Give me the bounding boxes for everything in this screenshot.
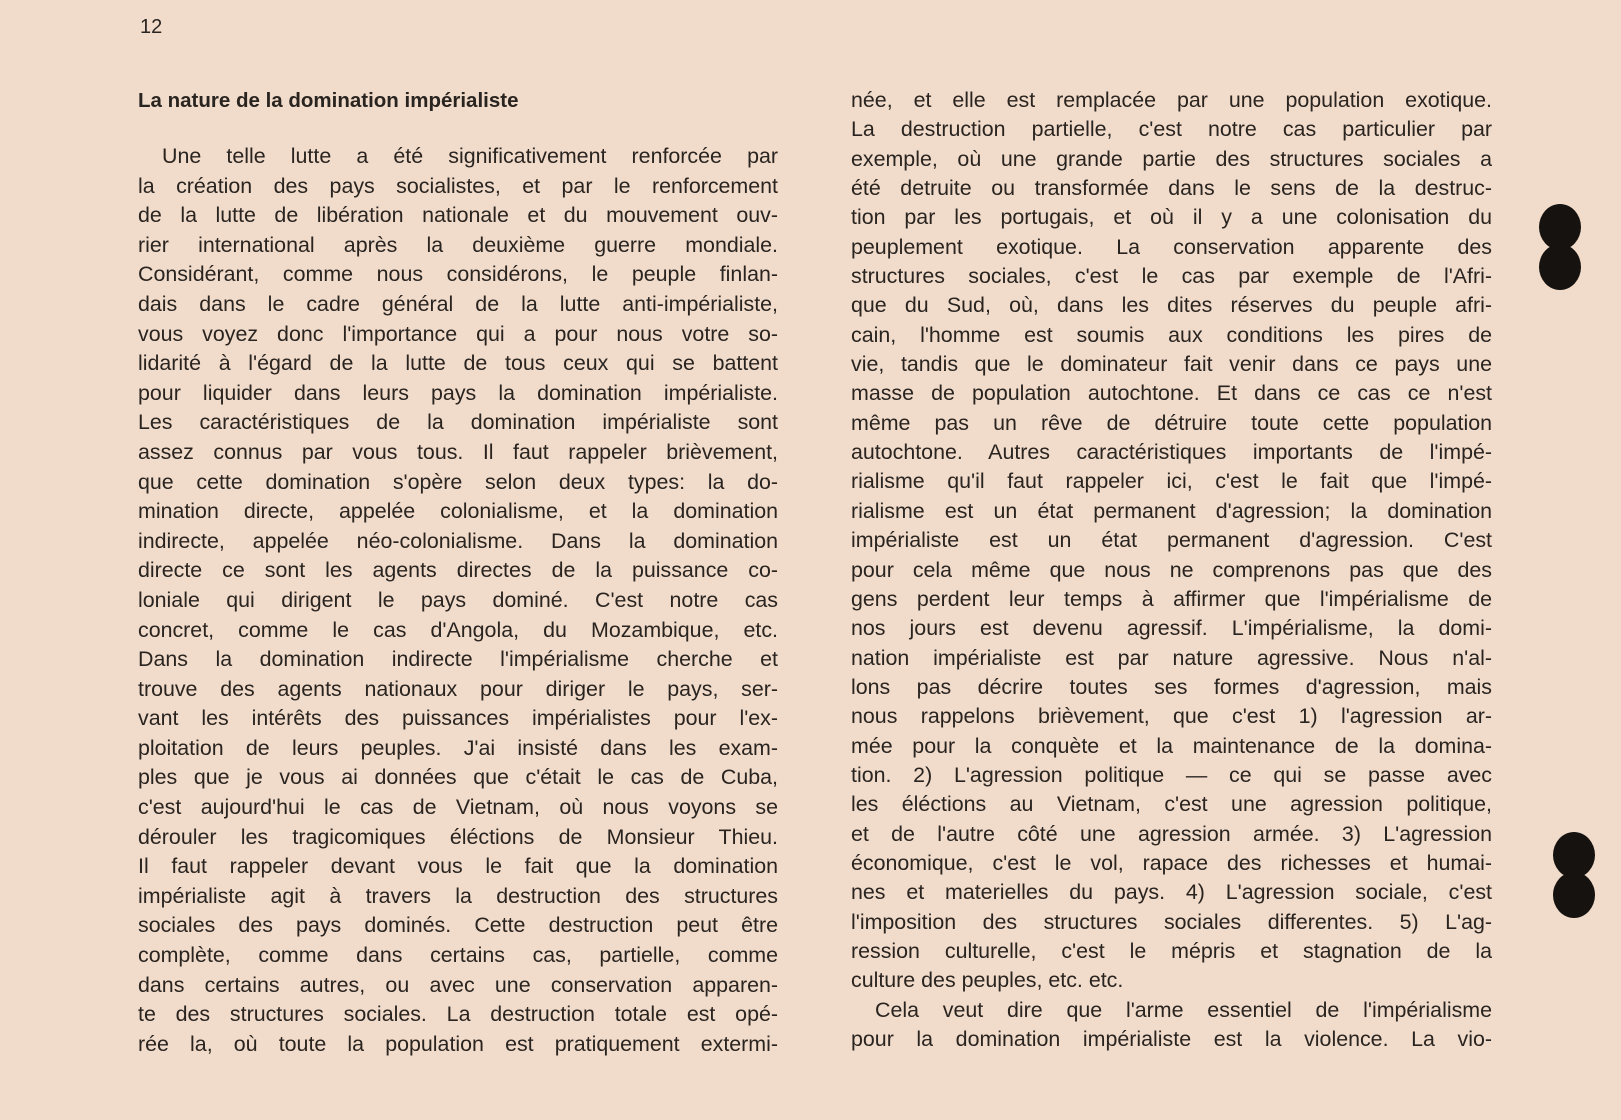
text-line: Cela veut dire que l'arme essentiel de l'impérialisme [875, 997, 1492, 1022]
text-line: gens perdent leur temps à affirmer que l'impérialisme de [851, 586, 1492, 611]
text-line: de la lutte de libération nationale et du mouvement ouv- [138, 203, 778, 228]
text-line: pour liquider dans leurs pays la domination impérialiste. [138, 380, 778, 405]
left-column [138, 86, 778, 1059]
text-line: nes et materielles du pays. 4) L'agression sociale, c'est [851, 880, 1492, 905]
text-line: rée la, où toute la population est pratiquement extermi- [138, 1031, 778, 1056]
text-line: rier international après la deuxième guerre mondiale. [138, 232, 778, 257]
text-line: été detruite ou transformée dans le sens de la destruc- [851, 176, 1492, 201]
text-line: pour cela même que nous ne comprenons pas que des [851, 557, 1492, 582]
text-line: impérialiste agit à travers la destruction des structures [138, 883, 778, 908]
text-line: économique, c'est le vol, rapace des richesses et humai- [851, 850, 1492, 875]
text-line: dans certains autres, ou avec une conservation apparen- [138, 972, 778, 997]
text-line: mination directe, appelée colonialisme, et la domination [138, 499, 778, 524]
text-line: exemple, où une grande partie des structures sociales a [851, 146, 1492, 171]
text-line: loniale qui dirigent le pays dominé. C'est notre cas [138, 587, 778, 612]
text-line: complète, comme dans certains cas, partielle, comme [138, 943, 778, 968]
text-line: Considérant, comme nous considérons, le peuple finlan- [138, 262, 778, 287]
text-line: Une telle lutte a été significativement renforcée par [162, 144, 778, 168]
text-line: culture des peuples, etc. etc. [851, 968, 1124, 993]
text-line: impérialiste est un état permanent d'agression. C'est [851, 528, 1492, 553]
text-line: indirecte, appelée néo-colonialisme. Dans la domination [138, 528, 778, 553]
text-line: même pas un rêve de détruire toute cette population [851, 410, 1492, 435]
text-line: ploitation de leurs peuples. J'ai insisté dans les exam- [138, 735, 778, 760]
text-line: te des structures sociales. La destruction totale est opé- [138, 1002, 778, 1027]
text-line: vant les intérêts des puissances impérialistes pour l'ex- [138, 706, 778, 731]
text-line: ples que je vous ai données que c'était le cas de Cuba, [138, 765, 778, 790]
text-line: c'est aujourd'hui le cas de Vietnam, où nous voyons se [138, 795, 778, 820]
text-line: née, et elle est remplacée par une population exotique. [851, 88, 1492, 112]
text-line: dais dans le cadre général de la lutte anti-impérialiste, [138, 291, 778, 316]
text-line: La destruction partielle, c'est notre cas particulier par [851, 117, 1492, 142]
text-line: Les caractéristiques de la domination impérialiste sont [138, 410, 778, 435]
text-line: l'imposition des structures sociales differentes. 5) L'ag- [851, 909, 1492, 934]
text-line: nous rappelons brièvement, que c'est 1) l'agression ar- [851, 704, 1492, 729]
text-line: autochtone. Autres caractéristiques importants de l'impé- [851, 440, 1492, 465]
right-paragraph [851, 86, 1492, 1054]
left-paragraph [138, 142, 778, 1059]
text-line: directe ce sont les agents directes de la puissance co- [138, 558, 778, 583]
text-line: vie, tandis que le dominateur fait venir dans ce pays une [851, 352, 1492, 377]
section-heading: La nature de la domination impérialiste [138, 89, 519, 112]
text-line: la création des pays socialistes, et par le renforcement [138, 173, 778, 198]
right-column [851, 86, 1492, 1054]
text-line: rialisme est un état permanent d'agression; la domination [851, 498, 1492, 523]
text-line: lons pas décrire toutes ses formes d'agression, mais [851, 674, 1492, 699]
text-line: concret, comme le cas d'Angola, du Mozambique, etc. [138, 617, 778, 642]
text-line: nation impérialiste est par nature agressive. Nous n'al- [851, 645, 1492, 670]
text-line: vous voyez donc l'importance qui a pour nous votre so- [138, 321, 778, 346]
text-line: tion. 2) L'agression politique — ce qui se passe avec [851, 762, 1492, 787]
text-line: peuplement exotique. La conservation apparente des [851, 234, 1492, 259]
text-line: Il faut rappeler devant vous le fait que la domination [138, 854, 778, 879]
binding-hole-bottom-lower [1553, 872, 1595, 918]
text-line: trouve des agents nationaux pour diriger le pays, ser- [138, 676, 778, 701]
text-line: masse de population autochtone. Et dans ce cas ce n'est [851, 381, 1492, 406]
text-line: pour la domination impérialiste est la violence. La vio- [851, 1027, 1492, 1051]
text-line: que cette domination s'opère selon deux types: la do- [138, 469, 778, 494]
text-line: dérouler les tragicomiques éléctions de Monsieur Thieu. [138, 824, 778, 849]
page-number: 12 [140, 16, 163, 38]
text-line: et de l'autre côté une agression armée. 3) L'agression [851, 821, 1492, 846]
text-line: rialisme qu'il faut rappeler ici, c'est le fait que l'impé- [851, 469, 1492, 494]
text-line: que du Sud, où, dans les dites réserves du peuple afri- [851, 293, 1492, 318]
text-line: structures sociales, c'est le cas par exemple de l'Afri- [851, 264, 1492, 289]
text-line: mée pour la conquète et la maintenance de la domina- [851, 733, 1492, 758]
text-line: sociales des pays dominés. Cette destruction peut être [138, 913, 778, 938]
text-line: nos jours est devenu agressif. L'impérialisme, la domi- [851, 616, 1492, 641]
text-line: les éléctions au Vietnam, c'est une agression politique, [851, 792, 1492, 817]
text-line: lidarité à l'égard de la lutte de tous ceux qui se battent [138, 351, 778, 376]
text-line: assez connus par vous tous. Il faut rappeler brièvement, [138, 439, 778, 464]
text-line: cain, l'homme est soumis aux conditions les pires de [851, 322, 1492, 347]
text-line: ression culturelle, c'est le mépris et stagnation de la [851, 938, 1492, 963]
text-line: Dans la domination indirecte l'impérialisme cherche et [138, 647, 778, 672]
binding-hole-top-lower [1539, 244, 1581, 290]
text-line: tion par les portugais, et où il y a une colonisation du [851, 205, 1492, 230]
